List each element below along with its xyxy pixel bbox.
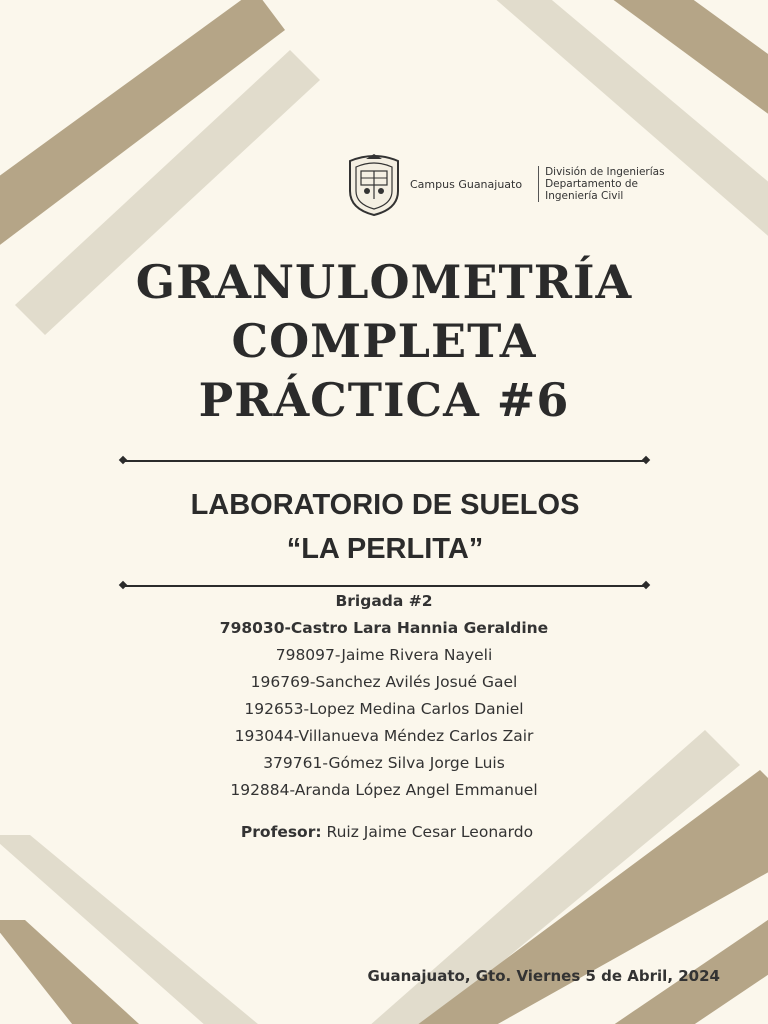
divider-rule-top xyxy=(124,460,645,462)
member-item: 192884-Aranda López Angel Emmanuel xyxy=(230,781,538,799)
title-line: COMPLETA xyxy=(231,314,537,368)
brigade-members xyxy=(0,588,768,804)
professor-name: Ruiz Jaime Cesar Leonardo xyxy=(326,823,534,841)
division-line: División de Ingenierías xyxy=(545,166,665,178)
header-divider xyxy=(538,166,539,202)
document-title xyxy=(0,253,768,430)
member-item: 379761-Gómez Silva Jorge Luis xyxy=(263,754,505,772)
division-line: Ingeniería Civil xyxy=(545,190,624,202)
brigade-label: Brigada #2 xyxy=(335,592,433,610)
member-item: 192653-Lopez Medina Carlos Daniel xyxy=(244,700,524,718)
member-item: 798097-Jaime Rivera Nayeli xyxy=(275,646,493,664)
subtitle-line: “LA PERLITA” xyxy=(286,533,484,565)
place-date: Guanajuato, Gto. Viernes 5 de Abril, 2024 xyxy=(367,967,720,985)
divider-rule-bottom xyxy=(124,585,645,587)
document-subtitle xyxy=(0,483,768,571)
professor-line xyxy=(0,823,768,841)
subtitle-line: LABORATORIO DE SUELOS xyxy=(190,489,580,521)
member-item: 798030-Castro Lara Hannia Geraldine xyxy=(219,619,549,637)
title-line: PRÁCTICA #6 xyxy=(198,373,570,427)
division-line: Departamento de xyxy=(545,178,638,190)
member-item: 193044-Villanueva Méndez Carlos Zair xyxy=(234,727,534,745)
stripe-bottom-left-light xyxy=(0,835,270,1024)
institution-header xyxy=(344,150,665,218)
university-seal-icon xyxy=(344,151,404,217)
professor-label: Profesor: xyxy=(240,823,322,841)
title-line: GRANULOMETRÍA xyxy=(135,255,633,309)
division-block xyxy=(545,166,664,202)
campus-name: Campus Guanajuato xyxy=(410,177,523,191)
member-item: 196769-Sanchez Avilés Josué Gael xyxy=(250,673,518,691)
